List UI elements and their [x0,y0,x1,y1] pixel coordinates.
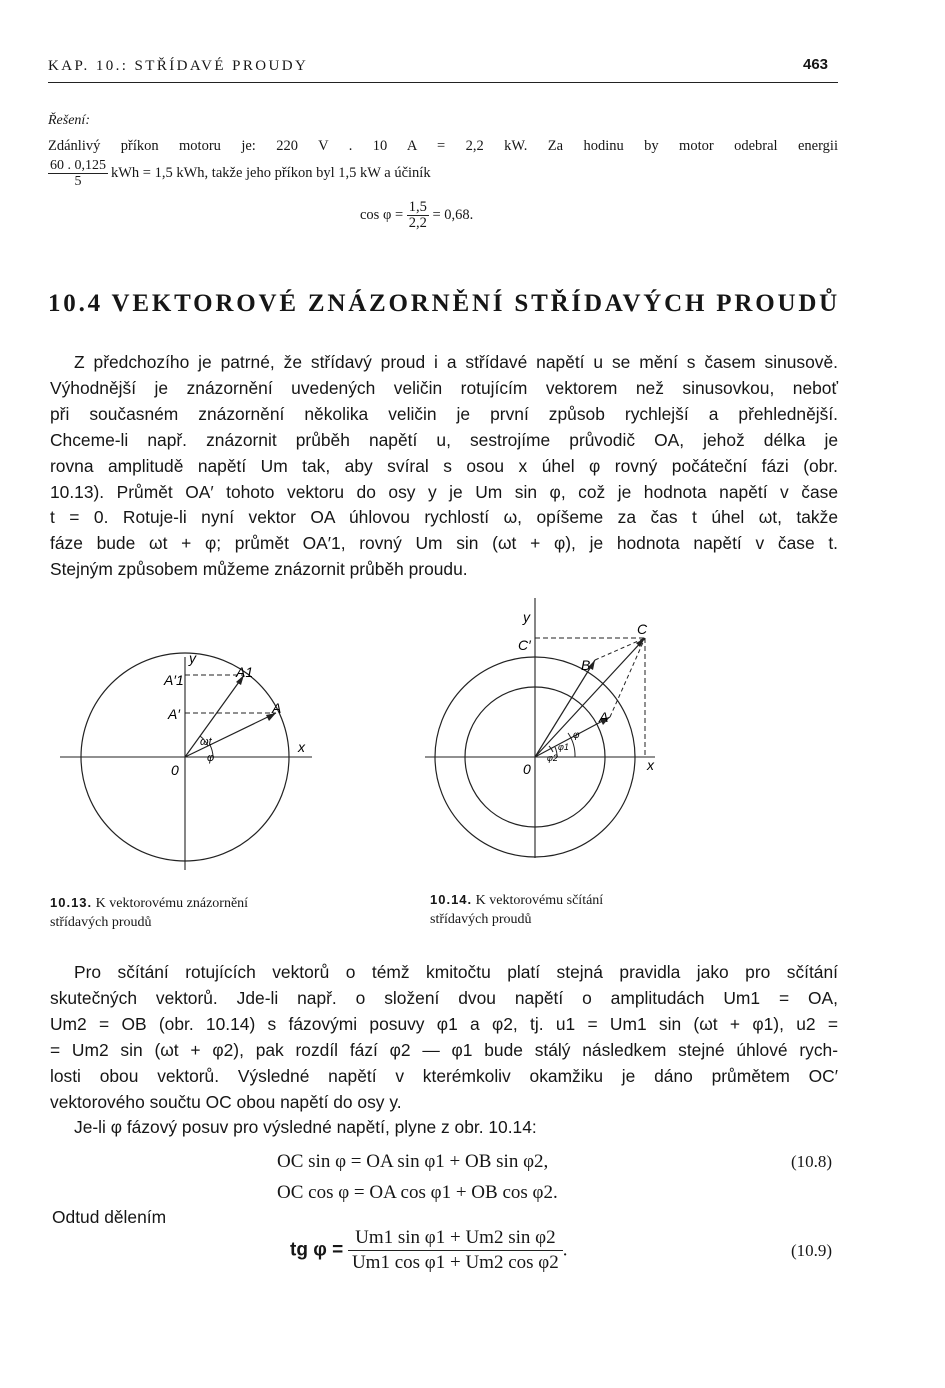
cos-numerator: 1,5 [408,199,427,215]
running-head: KAP. 10.: STŘÍDAVÉ PROUDY [48,58,309,74]
text-line: rovna amplitudě napětí Um tak, aby svíral s osou x úhel φ rovný počáteční fázi (obr. [50,455,838,476]
text-line: Um2 = OB (obr. 10.14) s fázovými posuvy φ1 a φ2, tj. u1 = Um1 sin (ωt + φ1), u2 = [50,1013,838,1034]
text-line: Stejným způsobem můžeme znázornit průběh proudu. [50,559,468,580]
text-line: losti obou vektorů. Výsledné napětí v kterémkoliv okamžiku je dáno průmětem OC′ [50,1065,838,1086]
label-origin: 0 [171,762,179,778]
label-c: C [637,621,648,637]
paragraph-vector-representation [50,350,838,583]
equation-10-9-denominator: Um1 cos φ1 + Um2 cos φ2 [351,1252,559,1273]
text-line: vektorového součtu OC obou napětí do osy y. [50,1091,402,1112]
equation-10-9-number: (10.9) [791,1241,833,1260]
label-y: y [189,650,196,666]
vector-oa1 [185,675,244,757]
text-line: t = 0. Rotuje-li nyní vektor OA úhlovou rychlostí ω, opíšeme za čas t úhel ωt, takže [50,507,838,528]
equation-10-8-number: (10.8) [791,1152,833,1171]
header-rule [48,82,838,83]
label-a1: A1 [236,664,254,680]
equation-10-9-numerator: Um1 sin φ1 + Um2 sin φ2 [348,1226,563,1251]
power-factor-formula [360,200,473,231]
equation-10-8-line2: OC cos φ = OA cos φ1 + OB cos φ2. [277,1182,558,1203]
paragraph-vector-addition [50,960,838,1141]
label-a: A [599,709,609,725]
caption-10-13-line2: střídavých proudů [50,915,152,930]
label-a-prime: A′ [168,706,180,722]
label-phi: φ [207,752,215,764]
label-phi1: φ1 [558,742,569,752]
equation-10-9-dot: . [562,1239,568,1261]
label-phi2: φ2 [547,753,558,763]
equation-10-9 [290,1226,568,1275]
figure-10-13 [50,645,330,875]
energy-fraction-numerator: 60 . 0,125 [50,158,106,173]
cos-rhs: = 0,68. [432,207,474,223]
text-line: fáze bude ωt + φ; průmět OA′1, rovný Um sin (ωt + φ), je hodnota napětí v čase t. [50,533,838,554]
text-line: Pro sčítání rotujících vektorů o témž kmitočtu platí stejná pravidla jako pro sčítání [74,962,838,982]
caption-10-14-line2: střídavých proudů [430,912,532,927]
parallelogram-b [595,638,645,660]
caption-10-14-line1: K vektorovému sčítání [475,893,604,908]
caption-10-14-number: 10.14. [430,892,473,907]
label-origin: 0 [523,761,531,777]
equation-10-9-lhs: tg φ = [290,1239,344,1261]
label-a: A [272,700,282,716]
text-line: Výhodnější je znázornění uvedených veličin rotujícím vektorem než sinusovkou, neboť [50,377,838,398]
text-line: skutečných vektorů. Jde-li např. o složení dvou napětí o amplitudách Um1 = OA, [50,987,838,1008]
vector-oc [535,638,645,757]
label-phi: φ [573,730,580,741]
caption-10-13-line1: K vektorovému znázornění [95,896,249,911]
odtud-text: Odtud dělením [52,1207,167,1227]
label-x: x [647,757,654,773]
label-a1-prime: A′1 [164,672,184,688]
section-title: 10.4 VEKTOROVÉ ZNÁZORNĚNÍ STŘÍDAVÝCH PROUDŮ [48,290,841,317]
solution-line-1: Zdánlivý příkon motoru je: 220 V . 10 A = 2,2 kW. Za hodinu by motor odebral energii [48,138,838,154]
label-x: x [298,739,305,755]
text-line: při současném znázornění několika veličin je první způsob rychlejší a přehlednější. [50,403,838,424]
caption-10-14 [430,890,603,929]
caption-10-13 [50,893,248,932]
solution-line-2 [48,158,431,189]
label-b: B [581,657,591,673]
cos-lhs: cos φ = [360,207,404,223]
text-line: Z předchozího je patrné, že střídavý proud i a střídavé napětí u se mění s časem sinusově. [74,352,838,372]
solution-label: Řešení: [48,113,90,128]
label-omega-t: ωt [200,736,212,748]
text-line: = Um2 sin (ωt + φ2), pak rozdíl fází φ2 — φ1 bude stálý následkem stejné úhlové rych- [50,1039,838,1060]
label-c-prime: C′ [518,637,531,653]
equation-10-9-fraction [348,1226,563,1275]
text-line: Je-li φ fázový posuv pro výsledné napětí, plyne z obr. 10.14: [74,1117,537,1138]
label-y: y [523,609,530,625]
parallelogram-a [610,638,645,717]
page-number: 463 [803,56,829,73]
energy-fraction [48,158,108,189]
figure-10-14 [425,590,675,880]
text-line: Chceme-li např. znázornit průběh napětí u, sestrojíme průvodič OA, jehož délka je [50,429,838,450]
text-line: 10.13). Průmět OA′ tohoto vektoru do osy y je Um sin φ, což je hodnota napětí v čase [50,481,838,502]
solution-line-2-text: kWh = 1,5 kWh, takže jeho příkon byl 1,5 kW a účiník [111,165,431,181]
equation-10-8-line1: OC sin φ = OA sin φ1 + OB sin φ2, [277,1151,549,1172]
cos-fraction [407,200,429,231]
vector-oa [185,713,276,757]
caption-10-13-number: 10.13. [50,895,93,910]
energy-fraction-denominator: 5 [74,174,82,189]
cos-denominator: 2,2 [408,215,427,231]
